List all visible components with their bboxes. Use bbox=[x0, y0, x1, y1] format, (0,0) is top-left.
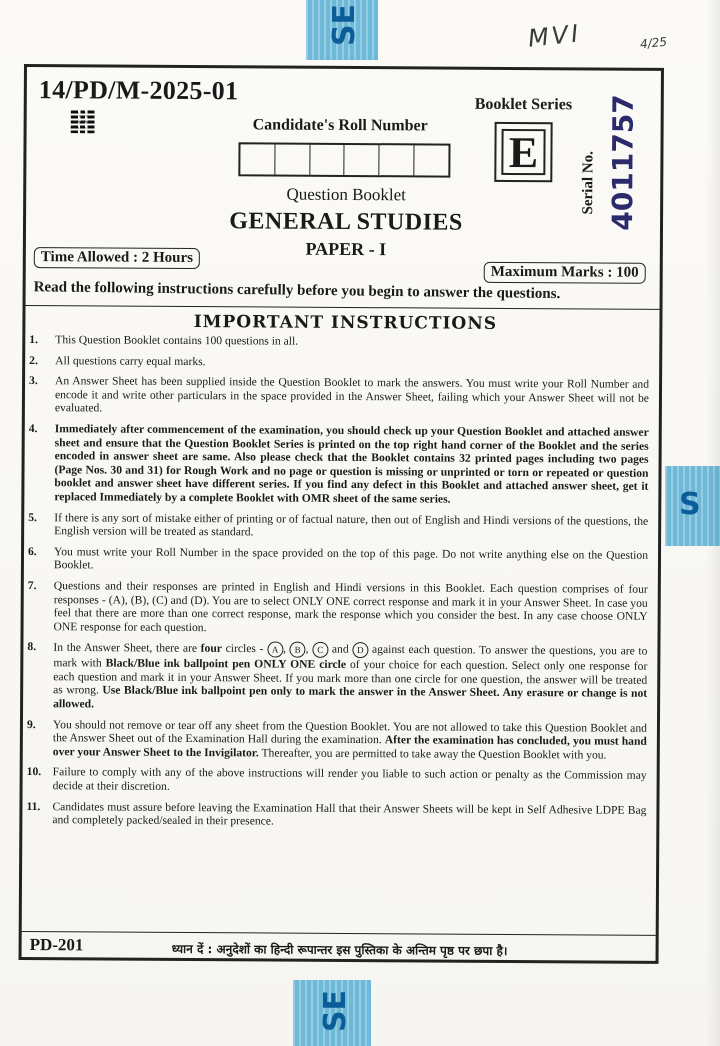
instruction-text: This Question Booklet contains 100 questions in all. bbox=[55, 333, 299, 348]
instruction-text: Black/Blue ink ballpoint pen ONLY ONE circle bbox=[105, 656, 347, 672]
roll-digit-box[interactable] bbox=[345, 145, 380, 175]
instruction-text: Candidates must assure before leaving the Examination Hall that their Answer Sheets will be kept in Self Adhesive LDPE Bag and completely packed/sealed in their presence. bbox=[52, 799, 647, 828]
instructions-heading: IMPORTANT INSTRUCTIONS bbox=[193, 312, 498, 334]
instruction-text: An Answer Sheet has been supplied inside the Question Booklet to mark the answers. You must write your Roll Number and encode it and write other particulars in the space provided in the Answer Sheet, failing which your Answer Sheet will not be evaluated. bbox=[54, 374, 650, 415]
max-marks-badge: Maximum Marks : 100 bbox=[484, 262, 646, 284]
instruction-text: against each question. To answer the questions, you are to mark with bbox=[53, 643, 648, 670]
instruction-item: 8. In the Answer Sheet, there are four circles - A , B , C and D against each question. To answer the questions, you are to mark with Black/Blue ink ballpoint pen ONLY ONE circle of your choice for each question. Select only one response for each question and mark it in your Answer Sheet. If you mark more than one circle for one question, the answer will be treated as wrong. Use Black/Blue ink ballpoint pen only to mark the answer in the Answer Sheet. Any erasure or change is not allowed. bbox=[27, 640, 648, 711]
page-edge-shadow bbox=[706, 0, 720, 1046]
instruction-number: 7. bbox=[27, 578, 37, 592]
instruction-item bbox=[29, 354, 649, 371]
instruction-number: 2. bbox=[29, 353, 38, 367]
roll-number-boxes bbox=[238, 142, 450, 177]
tab-label: S bbox=[679, 487, 701, 522]
instruction-item bbox=[27, 765, 647, 796]
document-code: 14/PD/M-2025-01 bbox=[38, 75, 239, 106]
instruction-number: 11. bbox=[26, 799, 41, 813]
instruction-text: Immediately after commencement of the examination, you should check up your Question Booklet and attached answer sheet and ensure that the Question Booklet Series is printed on the top right hand corner of the Booklet and the series encoded in answer sheet are same. Also please check that the Booklet contains 32 printed pages including two pages (Page Nos. 30 and 31) for Rough Work and no page or question is missing or unprinted or torn or repeated or question booklet and answer sheet have different series. If you find any defect in this Booklet and attached answer sheet, get it replaced Immediately by a complete Booklet with OMR sheet of the same series. bbox=[54, 422, 649, 506]
index-tab-bottom bbox=[293, 980, 371, 1046]
roll-digit-box[interactable] bbox=[275, 145, 310, 175]
booklet-series-label: Booklet Series bbox=[474, 95, 573, 114]
instruction-text: of your choice for each question. Select only one response for each question and mark it in your Answer Sheet. If you mark more than one circle for one question, the answer will be treated as wrong. bbox=[53, 658, 648, 697]
serial-number-label: Serial No. bbox=[580, 151, 597, 215]
instruction-text: Failure to comply with any of the above instructions will render you liable to such action or penalty as the Commission may decide at their discretion. bbox=[52, 765, 647, 793]
roll-number-label: Candidate's Roll Number bbox=[252, 116, 428, 135]
option-circle-a: A bbox=[267, 642, 283, 658]
divider bbox=[26, 305, 660, 310]
instruction-number: 8. bbox=[27, 640, 37, 654]
qr-code-icon bbox=[71, 109, 95, 133]
instruction-item bbox=[28, 511, 648, 542]
instruction-item bbox=[26, 800, 646, 831]
instruction-number: 4. bbox=[28, 422, 38, 436]
handwritten-date: 4/25 bbox=[639, 34, 668, 52]
roll-digit-box[interactable] bbox=[310, 145, 345, 175]
read-instructions-note: Read the following instructions carefully before you begin to answer the questions. bbox=[33, 279, 561, 303]
instruction-item bbox=[28, 579, 648, 637]
instruction-item bbox=[29, 333, 649, 350]
instruction-item bbox=[27, 718, 647, 763]
index-tab-top bbox=[306, 0, 378, 60]
instruction-text: Thereafter, you are permitted to take away the Question Booklet with you. bbox=[258, 746, 607, 762]
instruction-text: circles - bbox=[221, 642, 268, 656]
roll-digit-box[interactable] bbox=[240, 144, 275, 174]
instructions-list bbox=[26, 333, 649, 838]
booklet-type: Question Booklet bbox=[286, 184, 407, 205]
booklet-cover-frame bbox=[19, 64, 664, 964]
instruction-text: In the Answer Sheet, there are bbox=[53, 641, 201, 656]
tab-label: SE bbox=[318, 989, 354, 1033]
instruction-text: Questions and their responses are printed in English and Hindi versions in this Booklet. Each question comprises of four responses - (A), (B), (C) and (D). You are to select ONLY ONE correct response and mark it in your Answer Sheet. In case you feel that there are more than one correct response, mark the response which you consider the best. In any case choose ONLY ONE response for each question. bbox=[53, 579, 648, 634]
divider bbox=[22, 931, 656, 936]
instruction-text: Use Black/Blue ink ballpoint pen only to mark the answer in the Answer Sheet. Any erasure or change is not allowed. bbox=[53, 683, 648, 711]
instruction-text: You must write your Roll Number in the space provided on the top of this page. Do not write anything else on the Question Booklet. bbox=[53, 544, 649, 572]
serial-number-block bbox=[572, 94, 661, 231]
roll-digit-box[interactable] bbox=[380, 145, 415, 175]
handwritten-initials: MVI bbox=[526, 19, 583, 53]
instruction-text: You should not remove or tear off any sheet from the Question Booklet. You are not allowed to take this Question Booklet and the Answer Sheet out of the Examination Hall during the examination. bbox=[52, 717, 647, 747]
instruction-item bbox=[28, 422, 648, 507]
roll-digit-box[interactable] bbox=[414, 145, 448, 175]
option-circle-b: B bbox=[290, 642, 306, 658]
instruction-number: 1. bbox=[29, 333, 39, 347]
footer-code: PD-201 bbox=[29, 935, 84, 955]
instruction-number: 10. bbox=[26, 765, 42, 779]
instruction-number: 9. bbox=[26, 717, 36, 731]
instruction-number: 5. bbox=[28, 510, 37, 524]
time-allowed-badge: Time Allowed : 2 Hours bbox=[34, 247, 200, 269]
option-circle-d: D bbox=[352, 642, 368, 658]
tab-label: SE bbox=[327, 3, 363, 47]
serial-number: 4011757 bbox=[605, 94, 640, 231]
subject-title: GENERAL STUDIES bbox=[229, 208, 463, 236]
instruction-text: All questions carry equal marks. bbox=[55, 353, 206, 368]
paper-number: PAPER - I bbox=[305, 238, 387, 260]
instruction-text: After the examination has concluded, you must hand over your Answer Sheet to the Invigilator. bbox=[52, 733, 647, 760]
instruction-item bbox=[28, 545, 648, 576]
booklet-series-box bbox=[494, 122, 552, 182]
instruction-text: and bbox=[328, 642, 353, 656]
instruction-text: four bbox=[200, 642, 223, 656]
instruction-number: 3. bbox=[29, 374, 38, 388]
booklet-series-letter: E bbox=[501, 129, 545, 175]
instruction-text: If there is any sort of mistake either of printing or of factual nature, then out of English and Hindi versions of the questions, the English version will be treated as standard. bbox=[54, 510, 649, 539]
instruction-number: 6. bbox=[27, 544, 37, 558]
option-circle-c: C bbox=[312, 642, 328, 658]
instruction-item bbox=[29, 374, 649, 419]
footer-hindi-note: ध्यान दें : अनुदेशों का हिन्दी रूपान्तर इस पुस्तिका के अन्तिम पृष्ठ पर छपा है। bbox=[171, 941, 508, 958]
